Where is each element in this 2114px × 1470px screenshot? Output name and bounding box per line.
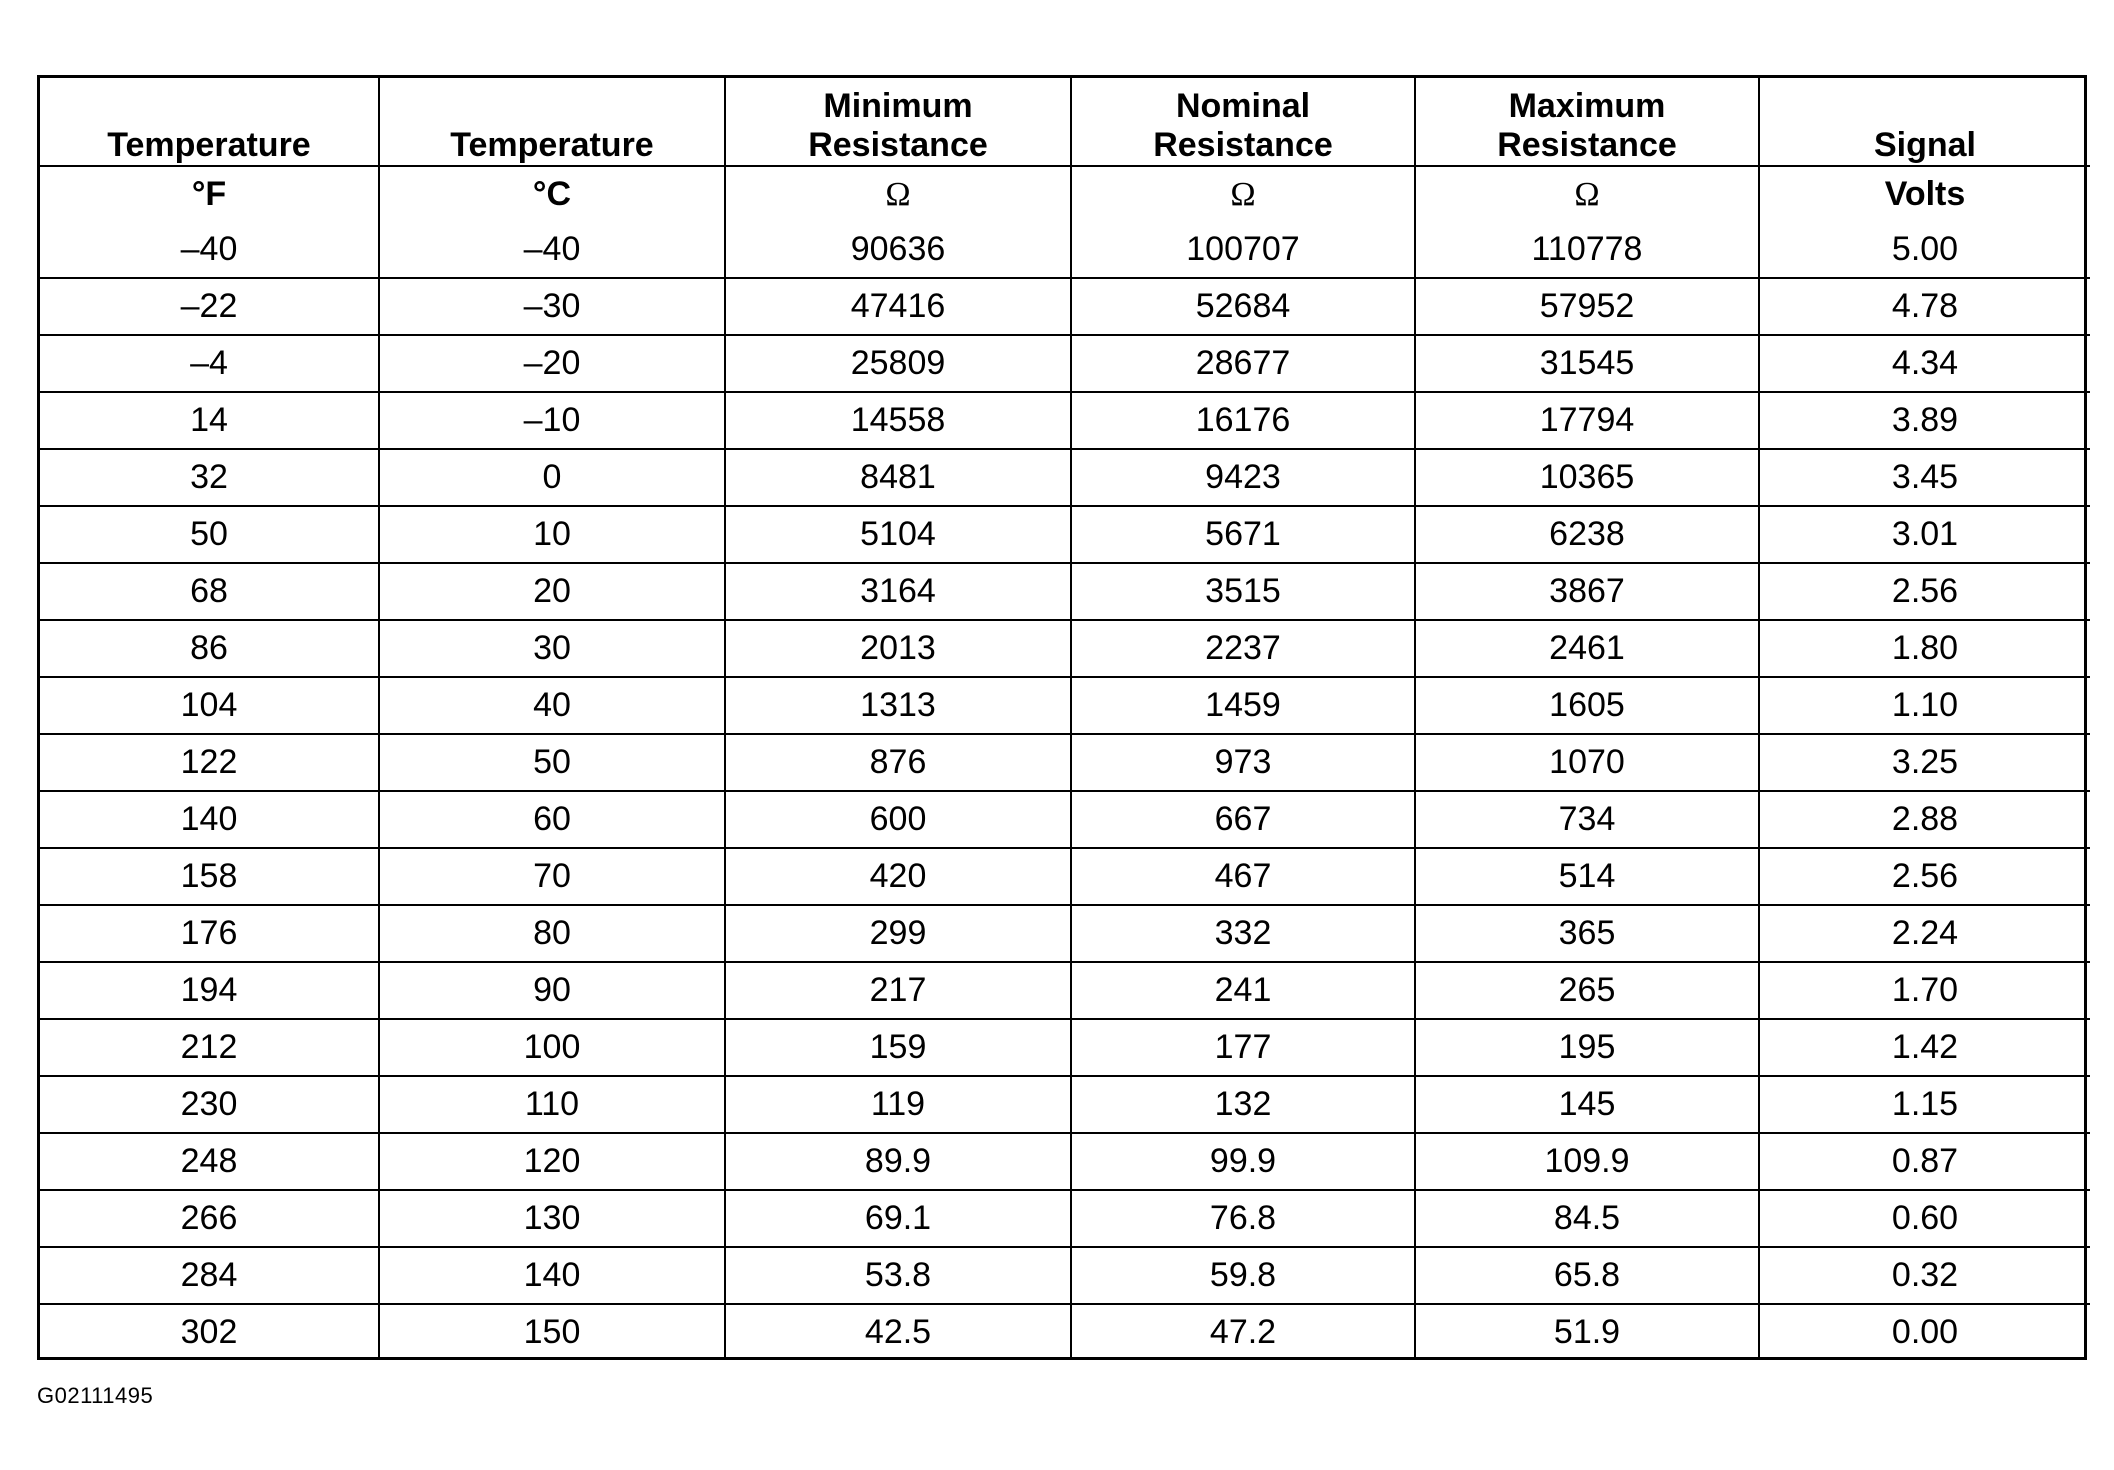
signal-volts-cell: 3.45 <box>1759 449 2090 506</box>
temp-c-cell: 10 <box>379 506 725 563</box>
table-body <box>40 222 2090 1360</box>
temp-f-cell: 284 <box>40 1247 379 1304</box>
temp-f-cell: 122 <box>40 734 379 791</box>
min-resistance-cell: 47416 <box>725 278 1071 335</box>
figure-id: G02111495 <box>37 1383 154 1408</box>
signal-volts-cell: 1.80 <box>1759 620 2090 677</box>
signal-volts-cell: 1.42 <box>1759 1019 2090 1076</box>
temp-f-cell: 302 <box>40 1304 379 1360</box>
nominal-resistance-cell: 28677 <box>1071 335 1415 392</box>
signal-volts-cell: 4.78 <box>1759 278 2090 335</box>
nominal-resistance-cell: 241 <box>1071 962 1415 1019</box>
min-resistance-cell: 69.1 <box>725 1190 1071 1247</box>
unit-fahrenheit: °F <box>40 166 379 222</box>
nominal-resistance-cell: 16176 <box>1071 392 1415 449</box>
nominal-resistance-cell: 332 <box>1071 905 1415 962</box>
max-resistance-cell: 31545 <box>1415 335 1759 392</box>
table-row <box>40 905 2090 962</box>
max-resistance-cell: 51.9 <box>1415 1304 1759 1360</box>
table-row <box>40 1190 2090 1247</box>
table-row <box>40 392 2090 449</box>
temp-c-cell: 80 <box>379 905 725 962</box>
unit-celsius: °C <box>379 166 725 222</box>
min-resistance-cell: 1313 <box>725 677 1071 734</box>
nominal-resistance-cell: 467 <box>1071 848 1415 905</box>
max-resistance-cell: 17794 <box>1415 392 1759 449</box>
temp-c-cell: 70 <box>379 848 725 905</box>
signal-volts-cell: 1.70 <box>1759 962 2090 1019</box>
signal-volts-cell: 2.56 <box>1759 563 2090 620</box>
nominal-resistance-cell: 52684 <box>1071 278 1415 335</box>
max-resistance-cell: 145 <box>1415 1076 1759 1133</box>
temp-c-cell: 140 <box>379 1247 725 1304</box>
signal-volts-cell: 5.00 <box>1759 222 2090 278</box>
signal-volts-cell: 1.15 <box>1759 1076 2090 1133</box>
temp-f-cell: –22 <box>40 278 379 335</box>
nominal-resistance-cell: 3515 <box>1071 563 1415 620</box>
table-row <box>40 1247 2090 1304</box>
temp-f-cell: 266 <box>40 1190 379 1247</box>
temp-c-cell: 120 <box>379 1133 725 1190</box>
min-resistance-cell: 217 <box>725 962 1071 1019</box>
min-resistance-cell: 420 <box>725 848 1071 905</box>
temp-c-cell: –30 <box>379 278 725 335</box>
min-resistance-cell: 3164 <box>725 563 1071 620</box>
temp-c-cell: 60 <box>379 791 725 848</box>
signal-volts-cell: 2.88 <box>1759 791 2090 848</box>
signal-volts-cell: 4.34 <box>1759 335 2090 392</box>
table-row <box>40 620 2090 677</box>
max-resistance-cell: 57952 <box>1415 278 1759 335</box>
temp-f-cell: 86 <box>40 620 379 677</box>
temp-c-cell: 90 <box>379 962 725 1019</box>
temp-f-cell: 248 <box>40 1133 379 1190</box>
max-resistance-cell: 734 <box>1415 791 1759 848</box>
temp-c-cell: –20 <box>379 335 725 392</box>
max-resistance-cell: 2461 <box>1415 620 1759 677</box>
nominal-resistance-cell: 99.9 <box>1071 1133 1415 1190</box>
table-row <box>40 791 2090 848</box>
temp-c-cell: 110 <box>379 1076 725 1133</box>
header-nominal-resistance: Nominal Resistance <box>1071 78 1415 166</box>
header-signal: Signal <box>1759 78 2090 166</box>
nominal-resistance-cell: 5671 <box>1071 506 1415 563</box>
max-resistance-cell: 265 <box>1415 962 1759 1019</box>
signal-volts-cell: 1.10 <box>1759 677 2090 734</box>
min-resistance-cell: 600 <box>725 791 1071 848</box>
max-resistance-cell: 6238 <box>1415 506 1759 563</box>
temp-c-cell: 50 <box>379 734 725 791</box>
table-row <box>40 734 2090 791</box>
min-resistance-cell: 14558 <box>725 392 1071 449</box>
resistance-table <box>40 78 2090 1360</box>
min-resistance-cell: 159 <box>725 1019 1071 1076</box>
nominal-resistance-cell: 9423 <box>1071 449 1415 506</box>
temp-c-cell: 150 <box>379 1304 725 1360</box>
nominal-resistance-cell: 177 <box>1071 1019 1415 1076</box>
table-row <box>40 848 2090 905</box>
temp-f-cell: 14 <box>40 392 379 449</box>
temp-f-cell: 212 <box>40 1019 379 1076</box>
temp-f-cell: –40 <box>40 222 379 278</box>
max-resistance-cell: 365 <box>1415 905 1759 962</box>
signal-volts-cell: 2.24 <box>1759 905 2090 962</box>
table-header-row <box>40 78 2090 166</box>
min-resistance-cell: 42.5 <box>725 1304 1071 1360</box>
nominal-resistance-cell: 132 <box>1071 1076 1415 1133</box>
max-resistance-cell: 65.8 <box>1415 1247 1759 1304</box>
table-row <box>40 1133 2090 1190</box>
min-resistance-cell: 876 <box>725 734 1071 791</box>
table-row <box>40 1019 2090 1076</box>
min-resistance-cell: 299 <box>725 905 1071 962</box>
min-resistance-cell: 25809 <box>725 335 1071 392</box>
nominal-resistance-cell: 973 <box>1071 734 1415 791</box>
temp-c-cell: 20 <box>379 563 725 620</box>
min-resistance-cell: 5104 <box>725 506 1071 563</box>
temp-c-cell: 130 <box>379 1190 725 1247</box>
unit-ohm-nominal: Ω <box>1071 166 1415 222</box>
nominal-resistance-cell: 1459 <box>1071 677 1415 734</box>
max-resistance-cell: 1070 <box>1415 734 1759 791</box>
temp-c-cell: –10 <box>379 392 725 449</box>
temp-c-cell: 30 <box>379 620 725 677</box>
temp-c-cell: 100 <box>379 1019 725 1076</box>
signal-volts-cell: 3.01 <box>1759 506 2090 563</box>
temp-f-cell: 68 <box>40 563 379 620</box>
temp-f-cell: 194 <box>40 962 379 1019</box>
signal-volts-cell: 0.60 <box>1759 1190 2090 1247</box>
spec-table-frame <box>37 75 2087 1360</box>
nominal-resistance-cell: 47.2 <box>1071 1304 1415 1360</box>
temp-f-cell: 230 <box>40 1076 379 1133</box>
signal-volts-cell: 0.32 <box>1759 1247 2090 1304</box>
header-minimum-resistance: Minimum Resistance <box>725 78 1071 166</box>
nominal-resistance-cell: 76.8 <box>1071 1190 1415 1247</box>
max-resistance-cell: 1605 <box>1415 677 1759 734</box>
temp-f-cell: 32 <box>40 449 379 506</box>
temp-f-cell: –4 <box>40 335 379 392</box>
signal-volts-cell: 3.25 <box>1759 734 2090 791</box>
max-resistance-cell: 109.9 <box>1415 1133 1759 1190</box>
min-resistance-cell: 90636 <box>725 222 1071 278</box>
table-row <box>40 278 2090 335</box>
nominal-resistance-cell: 59.8 <box>1071 1247 1415 1304</box>
max-resistance-cell: 195 <box>1415 1019 1759 1076</box>
header-temperature-f: Temperature <box>40 78 379 166</box>
table-row <box>40 449 2090 506</box>
signal-volts-cell: 3.89 <box>1759 392 2090 449</box>
unit-ohm-min: Ω <box>725 166 1071 222</box>
header-temperature-c: Temperature <box>379 78 725 166</box>
unit-ohm-max: Ω <box>1415 166 1759 222</box>
max-resistance-cell: 514 <box>1415 848 1759 905</box>
table-row <box>40 563 2090 620</box>
temp-f-cell: 176 <box>40 905 379 962</box>
signal-volts-cell: 2.56 <box>1759 848 2090 905</box>
nominal-resistance-cell: 2237 <box>1071 620 1415 677</box>
temp-c-cell: 40 <box>379 677 725 734</box>
header-maximum-resistance: Maximum Resistance <box>1415 78 1759 166</box>
min-resistance-cell: 89.9 <box>725 1133 1071 1190</box>
signal-volts-cell: 0.00 <box>1759 1304 2090 1360</box>
table-row <box>40 506 2090 563</box>
max-resistance-cell: 110778 <box>1415 222 1759 278</box>
temp-f-cell: 140 <box>40 791 379 848</box>
table-row <box>40 1304 2090 1360</box>
table-row <box>40 1076 2090 1133</box>
min-resistance-cell: 119 <box>725 1076 1071 1133</box>
table-row <box>40 962 2090 1019</box>
nominal-resistance-cell: 667 <box>1071 791 1415 848</box>
min-resistance-cell: 53.8 <box>725 1247 1071 1304</box>
nominal-resistance-cell: 100707 <box>1071 222 1415 278</box>
max-resistance-cell: 84.5 <box>1415 1190 1759 1247</box>
unit-volts: Volts <box>1759 166 2090 222</box>
temp-f-cell: 158 <box>40 848 379 905</box>
temp-f-cell: 104 <box>40 677 379 734</box>
min-resistance-cell: 2013 <box>725 620 1071 677</box>
temp-c-cell: –40 <box>379 222 725 278</box>
max-resistance-cell: 10365 <box>1415 449 1759 506</box>
table-unit-row <box>40 166 2090 222</box>
temp-c-cell: 0 <box>379 449 725 506</box>
temp-f-cell: 50 <box>40 506 379 563</box>
max-resistance-cell: 3867 <box>1415 563 1759 620</box>
table-row <box>40 677 2090 734</box>
signal-volts-cell: 0.87 <box>1759 1133 2090 1190</box>
min-resistance-cell: 8481 <box>725 449 1071 506</box>
table-row <box>40 222 2090 278</box>
table-row <box>40 335 2090 392</box>
